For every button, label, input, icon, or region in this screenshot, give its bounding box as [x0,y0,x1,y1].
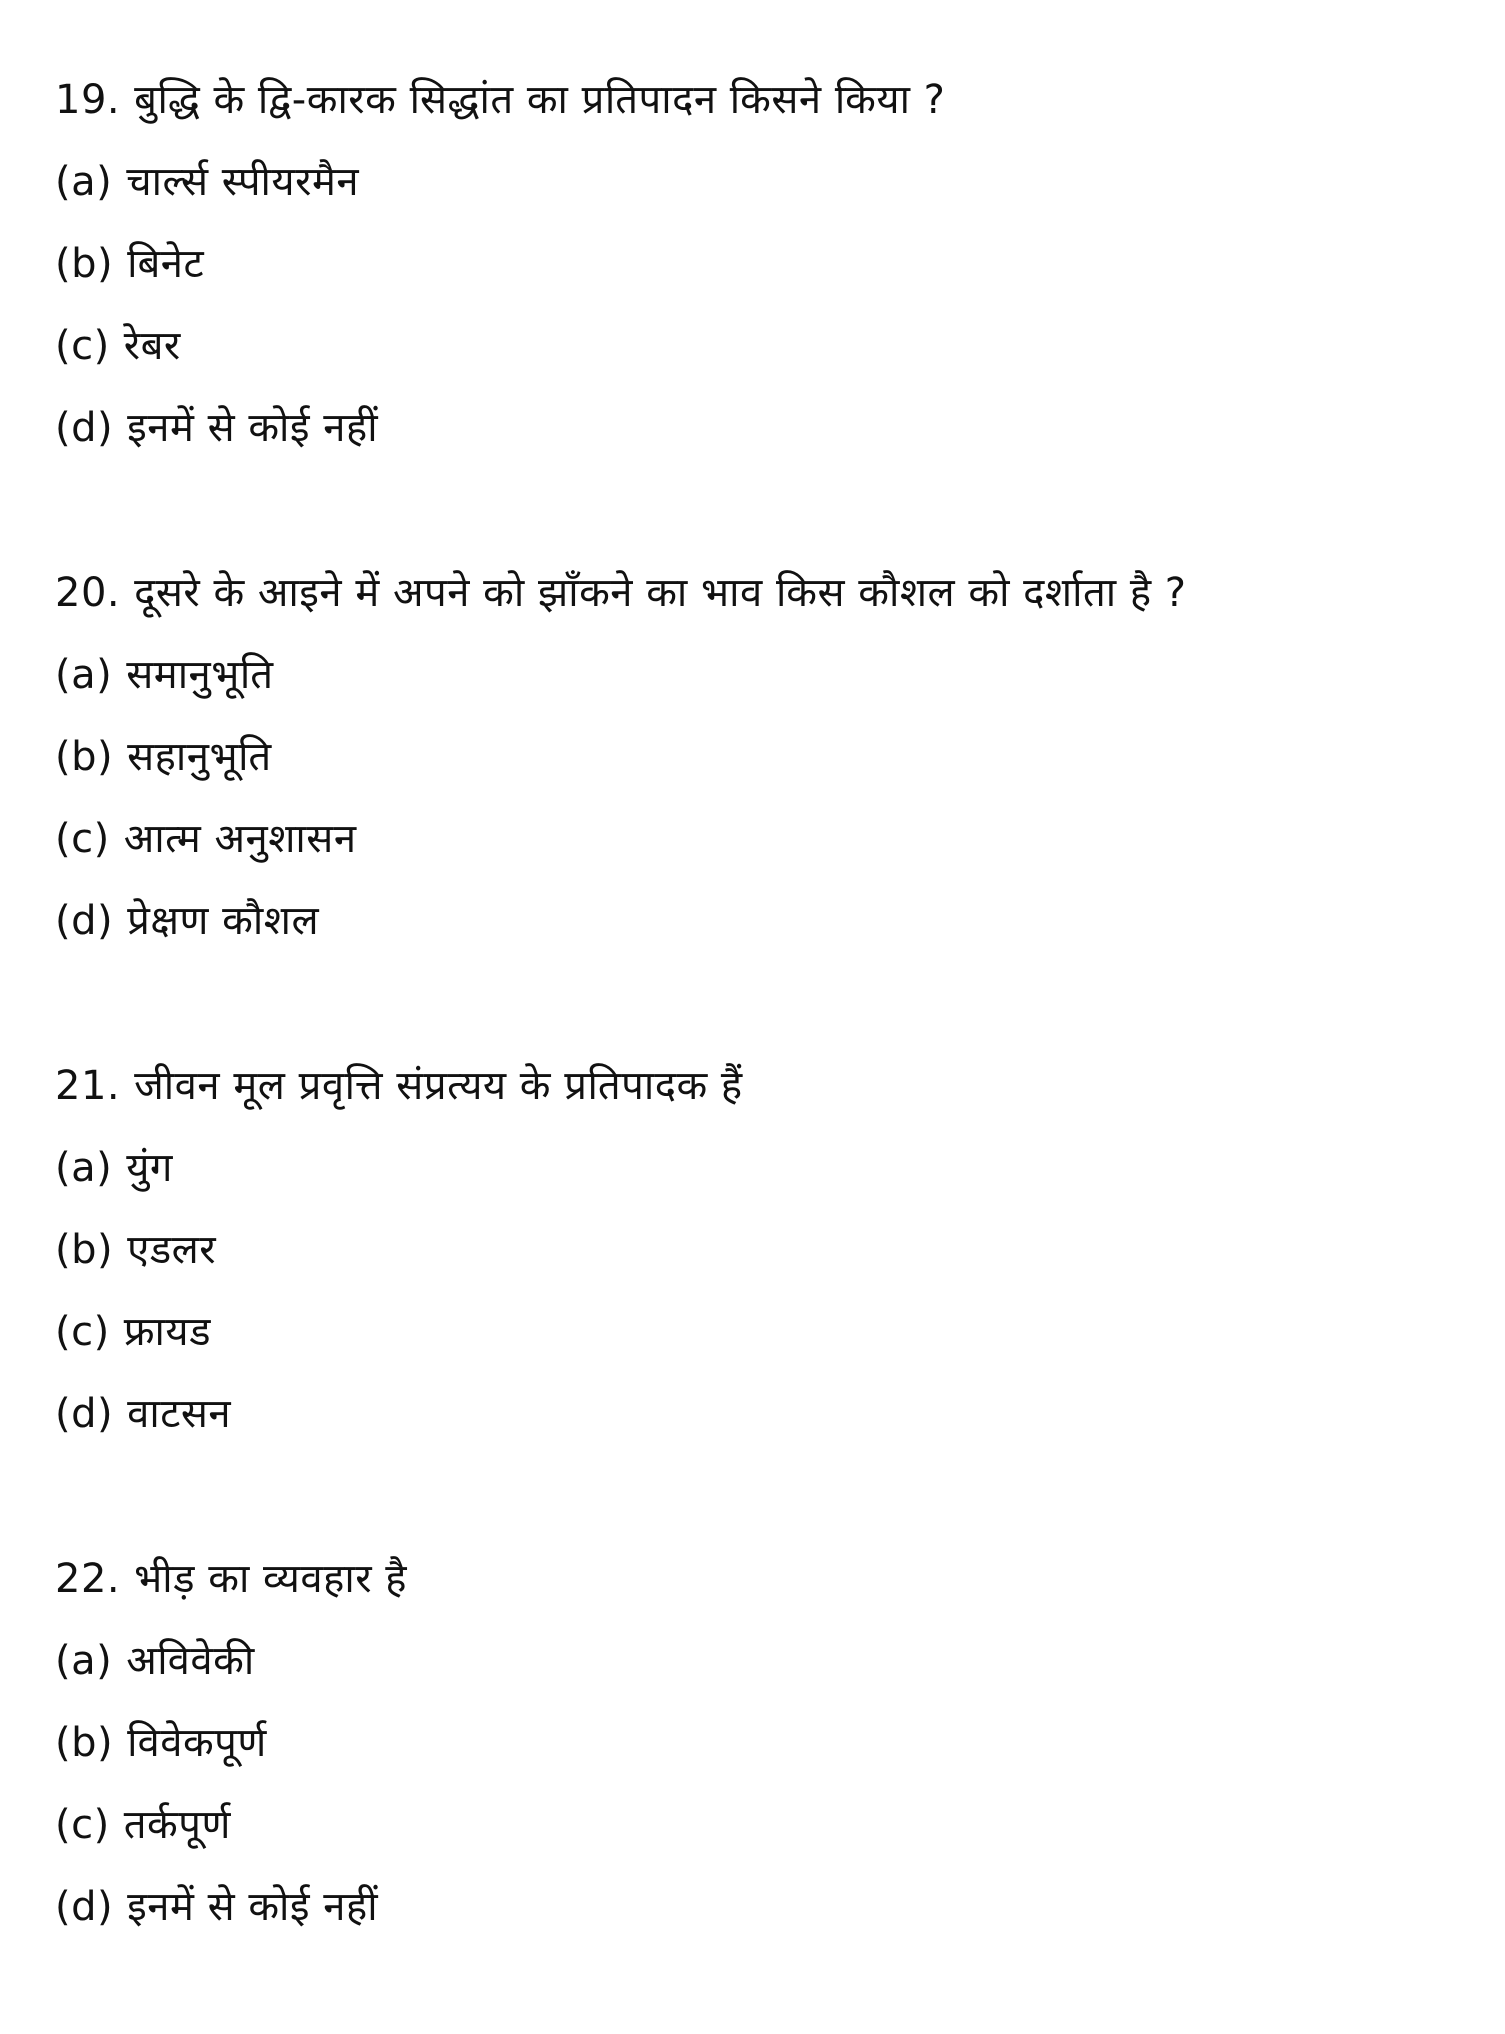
option-text: अविवेकी [126,1638,255,1684]
option-21b [55,1222,216,1278]
option-text: इनमें से कोई नहीं [127,405,379,451]
option-22d [55,1879,378,1935]
option-key: (c) [55,1309,110,1355]
question-text: बुद्धि के द्वि-कारक सिद्धांत का प्रतिपादन किसने किया ? [134,77,946,123]
option-text: विवेकपूर्ण [127,1720,267,1766]
option-19d [55,400,378,456]
question-21 [55,1058,743,1114]
option-20c [55,811,357,867]
option-key: (d) [55,1884,114,1930]
option-21a [55,1140,173,1196]
option-key: (b) [55,241,114,287]
option-key: (b) [55,734,114,780]
option-text: वाटसन [127,1391,232,1437]
option-text: बिनेट [127,241,205,287]
option-22c [55,1797,231,1853]
option-22b [55,1715,267,1771]
option-key: (c) [55,1802,110,1848]
question-number: 20. [55,570,121,616]
option-text: चार्ल्स स्पीयरमैन [126,159,360,205]
option-key: (b) [55,1720,114,1766]
option-text: फ्रायड [123,1309,212,1355]
option-text: रेबर [123,323,181,369]
question-text: भीड़ का व्यवहार है [134,1556,408,1602]
option-key: (a) [55,1145,113,1191]
option-text: युंग [126,1145,173,1191]
option-key: (b) [55,1227,114,1273]
option-19c [55,318,181,374]
question-number: 21. [55,1063,121,1109]
question-text: दूसरे के आइने में अपने को झाँकने का भाव किस कौशल को दर्शाता है ? [134,570,1187,616]
option-text: एडलर [127,1227,217,1273]
question-20 [55,565,1187,621]
question-number: 22. [55,1556,121,1602]
option-text: सहानुभूति [127,734,272,780]
option-key: (a) [55,652,113,698]
option-text: इनमें से कोई नहीं [127,1884,379,1930]
option-text: प्रेक्षण कौशल [127,898,320,944]
option-key: (d) [55,1391,114,1437]
question-22 [55,1551,407,1607]
option-text: तर्कपूर्ण [123,1802,231,1848]
option-21d [55,1386,231,1442]
question-19 [55,72,945,128]
question-text: जीवन मूल प्रवृत्ति संप्रत्यय के प्रतिपादक हैं [134,1063,743,1109]
option-19a [55,154,359,210]
option-21c [55,1304,211,1360]
question-number: 19. [55,77,121,123]
option-text: आत्म अनुशासन [123,816,357,862]
option-text: समानुभूति [126,652,274,698]
option-key: (d) [55,898,114,944]
option-19b [55,236,204,292]
option-key: (a) [55,1638,113,1684]
option-key: (c) [55,323,110,369]
option-20b [55,729,272,785]
option-20a [55,647,274,703]
option-22a [55,1633,255,1689]
option-key: (a) [55,159,113,205]
option-key: (c) [55,816,110,862]
option-key: (d) [55,405,114,451]
option-20d [55,893,319,949]
